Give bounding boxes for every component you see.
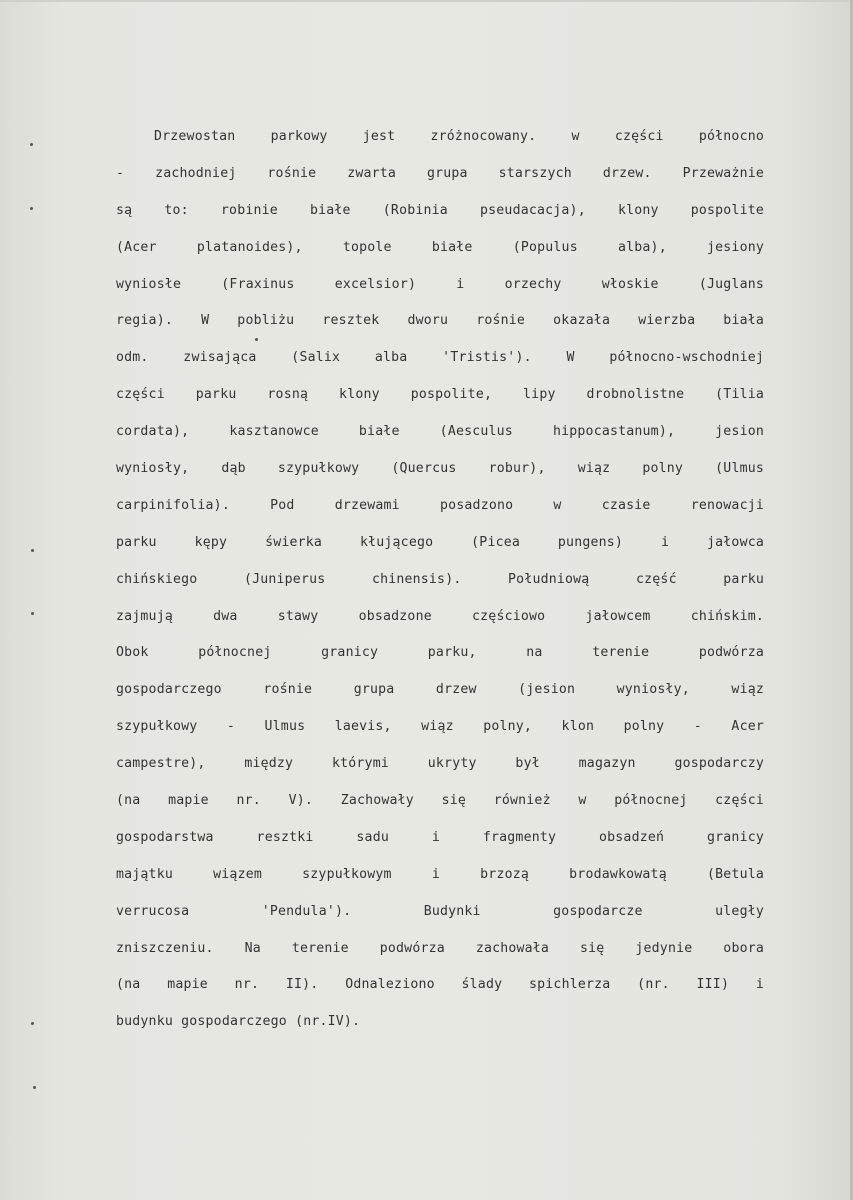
text-line: odm. zwisająca (Salix alba 'Tristis'). W północno-wschodniej [116, 350, 764, 366]
text-line: majątku wiązem szypułkowym i brzozą brodawkowatą (Betula [116, 866, 764, 882]
text-line: campestre), między którymi ukryty był magazyn gospodarczy [116, 756, 764, 772]
text-line: regia). W pobliżu resztek dworu rośnie okazała wierzba biała [116, 313, 764, 329]
text-line: parku kępy świerka kłującego (Picea pungens) i jałowca [116, 534, 764, 550]
page-top-edge [0, 0, 853, 2]
text-line: (na mapie nr. II). Odnaleziono ślady spichlerza (nr. III) i [116, 977, 764, 993]
text-line: zajmują dwa stawy obsadzone częściowo jałowcem chińskim. [116, 608, 764, 624]
text-line: chińskiego (Juniperus chinensis). Południową część parku [116, 571, 764, 587]
text-line: części parku rosną klony pospolite, lipy drobnolistne (Tilia [116, 387, 764, 403]
margin-mark [31, 549, 34, 552]
text-line: są to: robinie białe (Robinia pseudacacja), klony pospolite [116, 202, 764, 218]
text-line: verrucosa 'Pendula'). Budynki gospodarcze uległy [116, 903, 764, 919]
text-line: zniszczeniu. Na terenie podwórza zachowała się jedynie obora [116, 940, 764, 956]
text-line: (na mapie nr. V). Zachowały się również w północnej części [116, 793, 764, 809]
text-line: szypułkowy - Ulmus laevis, wiąz polny, klon polny - Acer [116, 719, 764, 735]
margin-mark [30, 207, 33, 210]
text-line: Drzewostan parkowy jest zróżnocowany. w części północno [154, 129, 764, 144]
body-text [116, 126, 764, 1048]
text-line: Obok północnej granicy parku, na terenie podwórza [116, 645, 764, 661]
margin-mark [33, 1086, 36, 1089]
text-line: - zachodniej rośnie zwarta grupa starszych drzew. Przeważnie [116, 165, 764, 181]
text-line: carpinifolia). Pod drzewami posadzono w czasie renowacji [116, 497, 764, 513]
margin-mark [31, 1022, 34, 1025]
margin-mark [30, 143, 33, 146]
margin-mark [31, 612, 34, 615]
text-line: gospodarstwa resztki sadu i fragmenty obsadzeń granicy [116, 829, 764, 845]
text-line: wyniosłe (Fraxinus excelsior) i orzechy włoskie (Juglans [116, 276, 764, 292]
text-line: wyniosły, dąb szypułkowy (Quercus robur), wiąz polny (Ulmus [116, 461, 764, 477]
text-line: gospodarczego rośnie grupa drzew (jesion wyniosły, wiąz [116, 682, 764, 698]
text-line: (Acer platanoides), topole białe (Populus alba), jesiony [116, 239, 764, 255]
text-line: cordata), kasztanowce białe (Aesculus hippocastanum), jesion [116, 424, 764, 440]
text-line: budynku gospodarczego (nr.IV). [116, 1014, 361, 1030]
